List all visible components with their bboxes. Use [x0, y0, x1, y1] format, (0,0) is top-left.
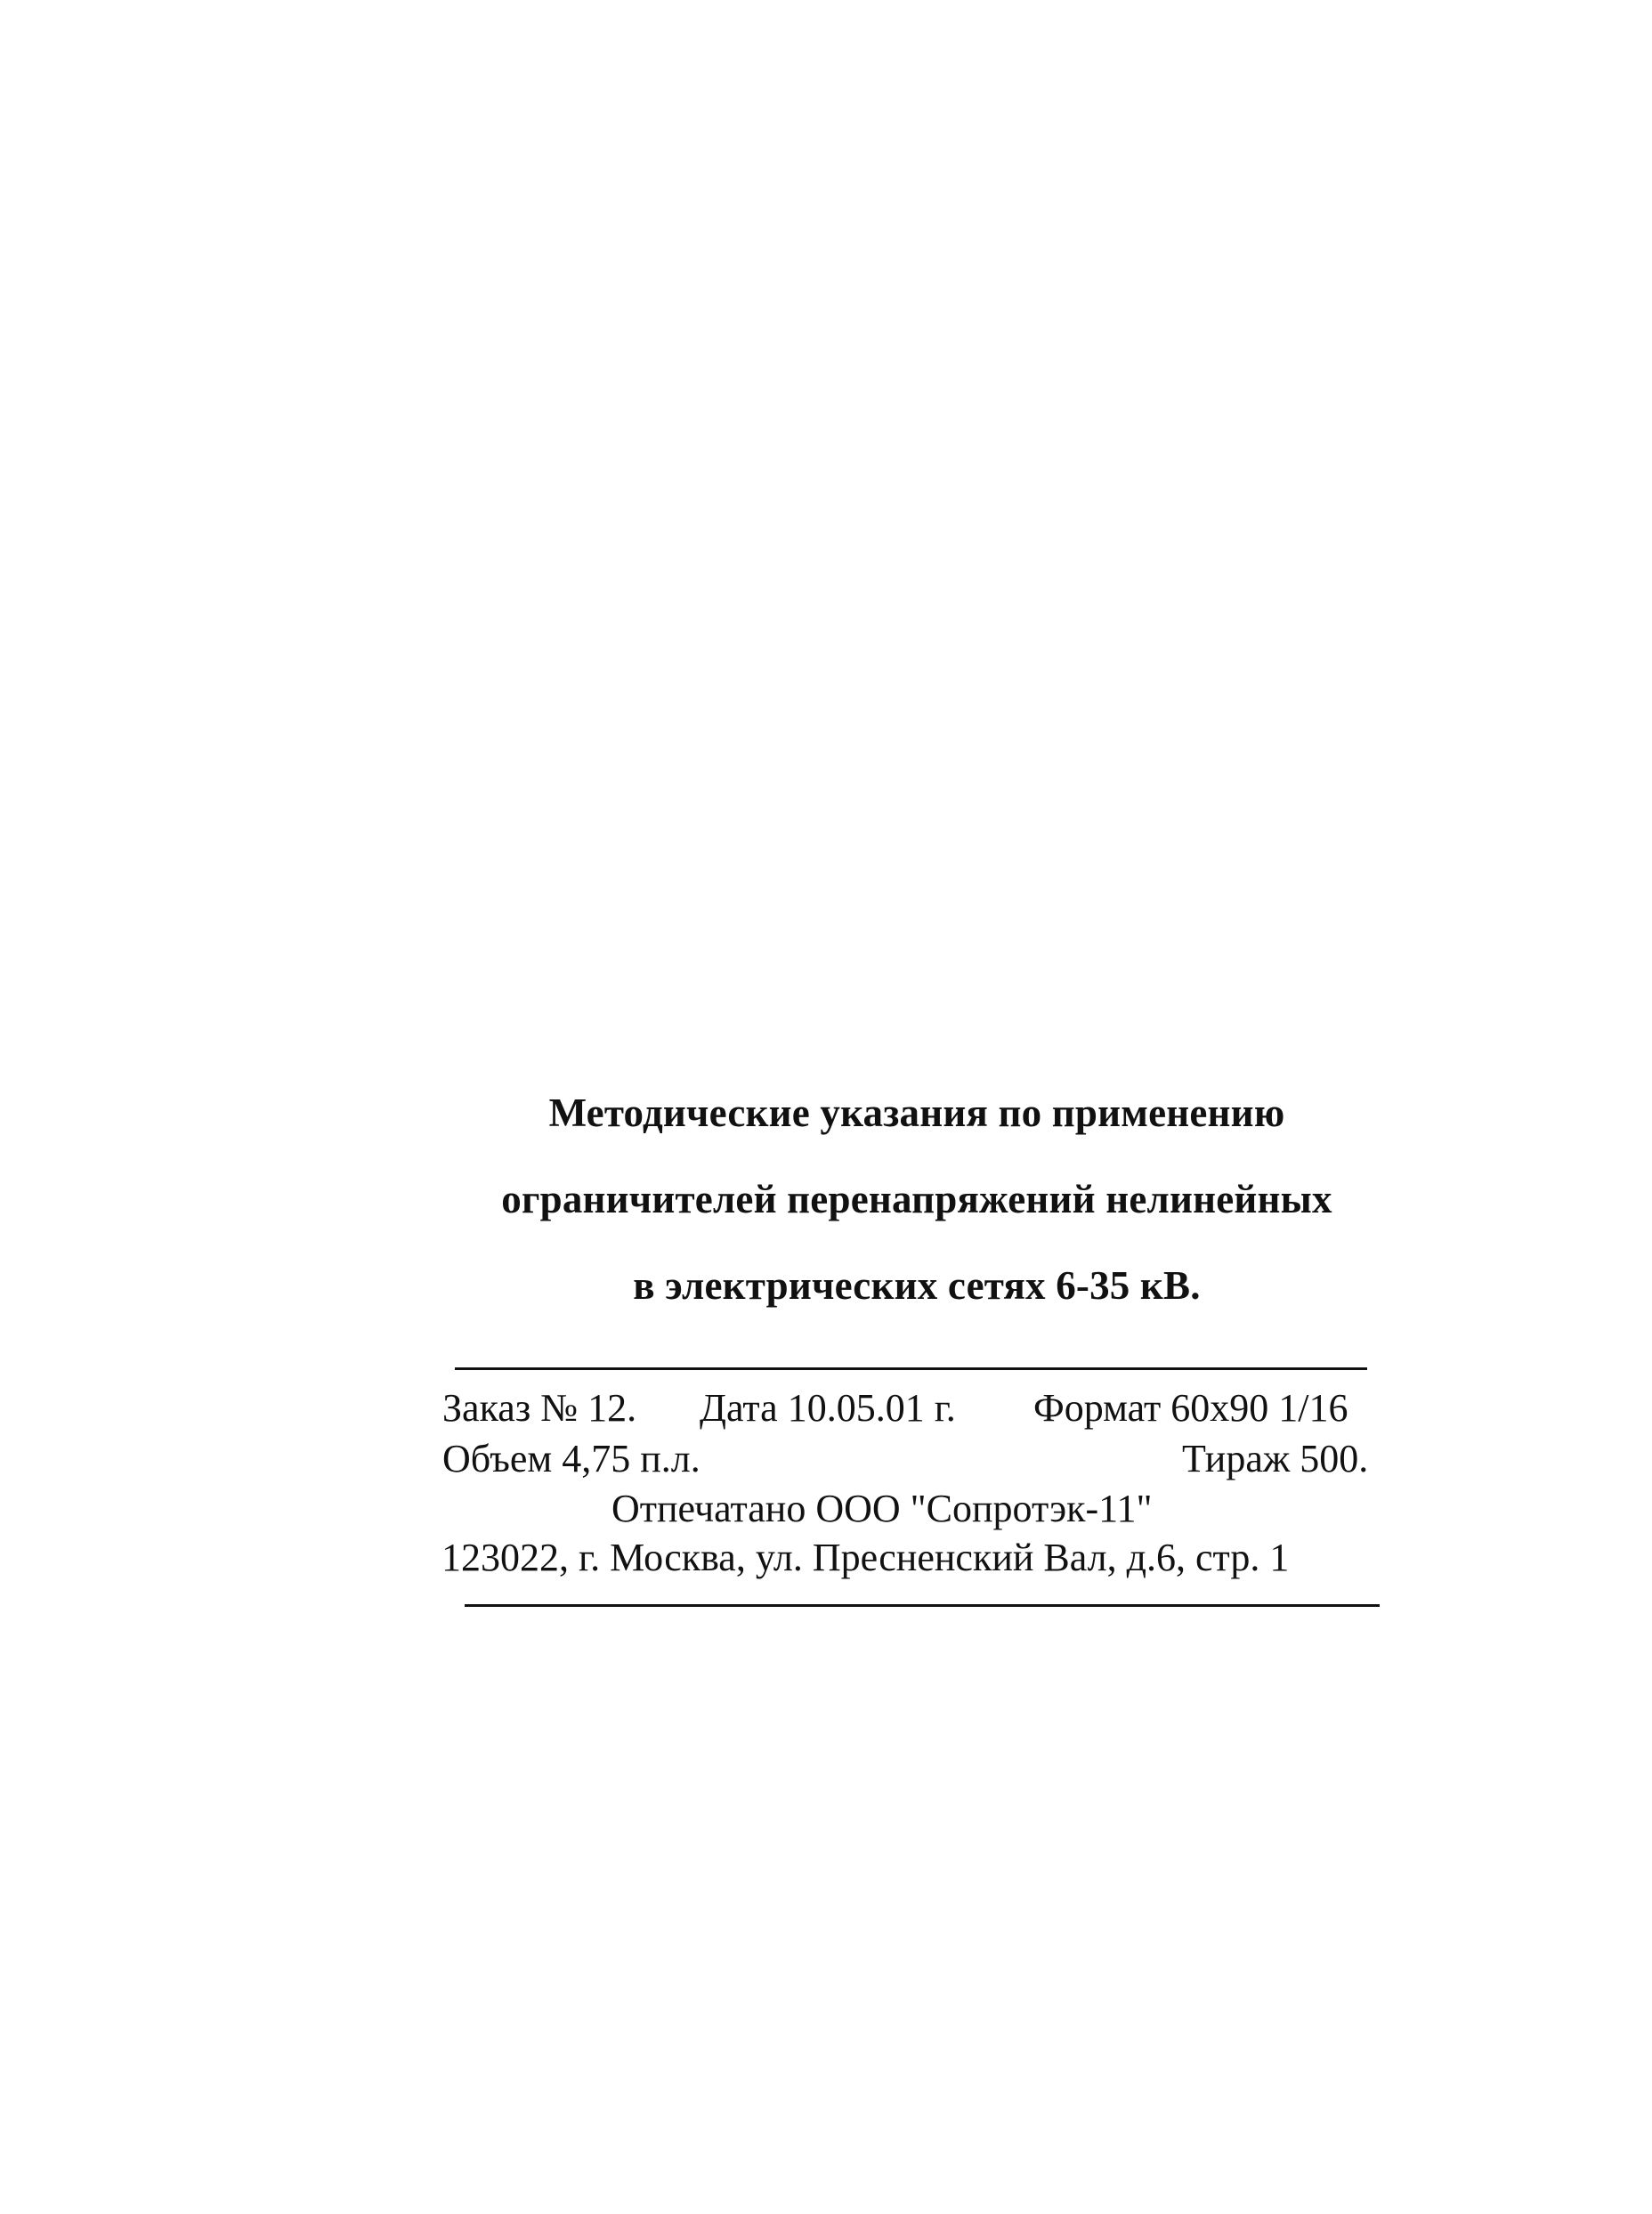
volume: Объем 4,75 п.л.	[442, 1437, 700, 1480]
printer-address: 123022, г. Москва, ул. Пресненский Вал, д.6, стр. 1	[441, 1536, 1290, 1579]
print-run: Тираж 500.	[1182, 1437, 1369, 1480]
title-line-3: в электрических сетях 6-35 кВ.	[633, 1263, 1201, 1308]
title-line-2: ограничителей перенапряжений нелинейных	[501, 1177, 1332, 1221]
printed-by: Отпечатано ООО "Сопротэк-11"	[611, 1487, 1153, 1530]
print-date: Дата 10.05.01 г.	[700, 1386, 956, 1430]
order-number: Заказ № 12.	[442, 1386, 637, 1430]
bottom-divider	[465, 1604, 1380, 1607]
top-divider	[455, 1367, 1367, 1370]
paper-format: Формат 60х90 1/16	[1033, 1386, 1348, 1430]
title-line-1: Методические указания по применению	[548, 1091, 1285, 1135]
document-title	[427, 1093, 1406, 1352]
